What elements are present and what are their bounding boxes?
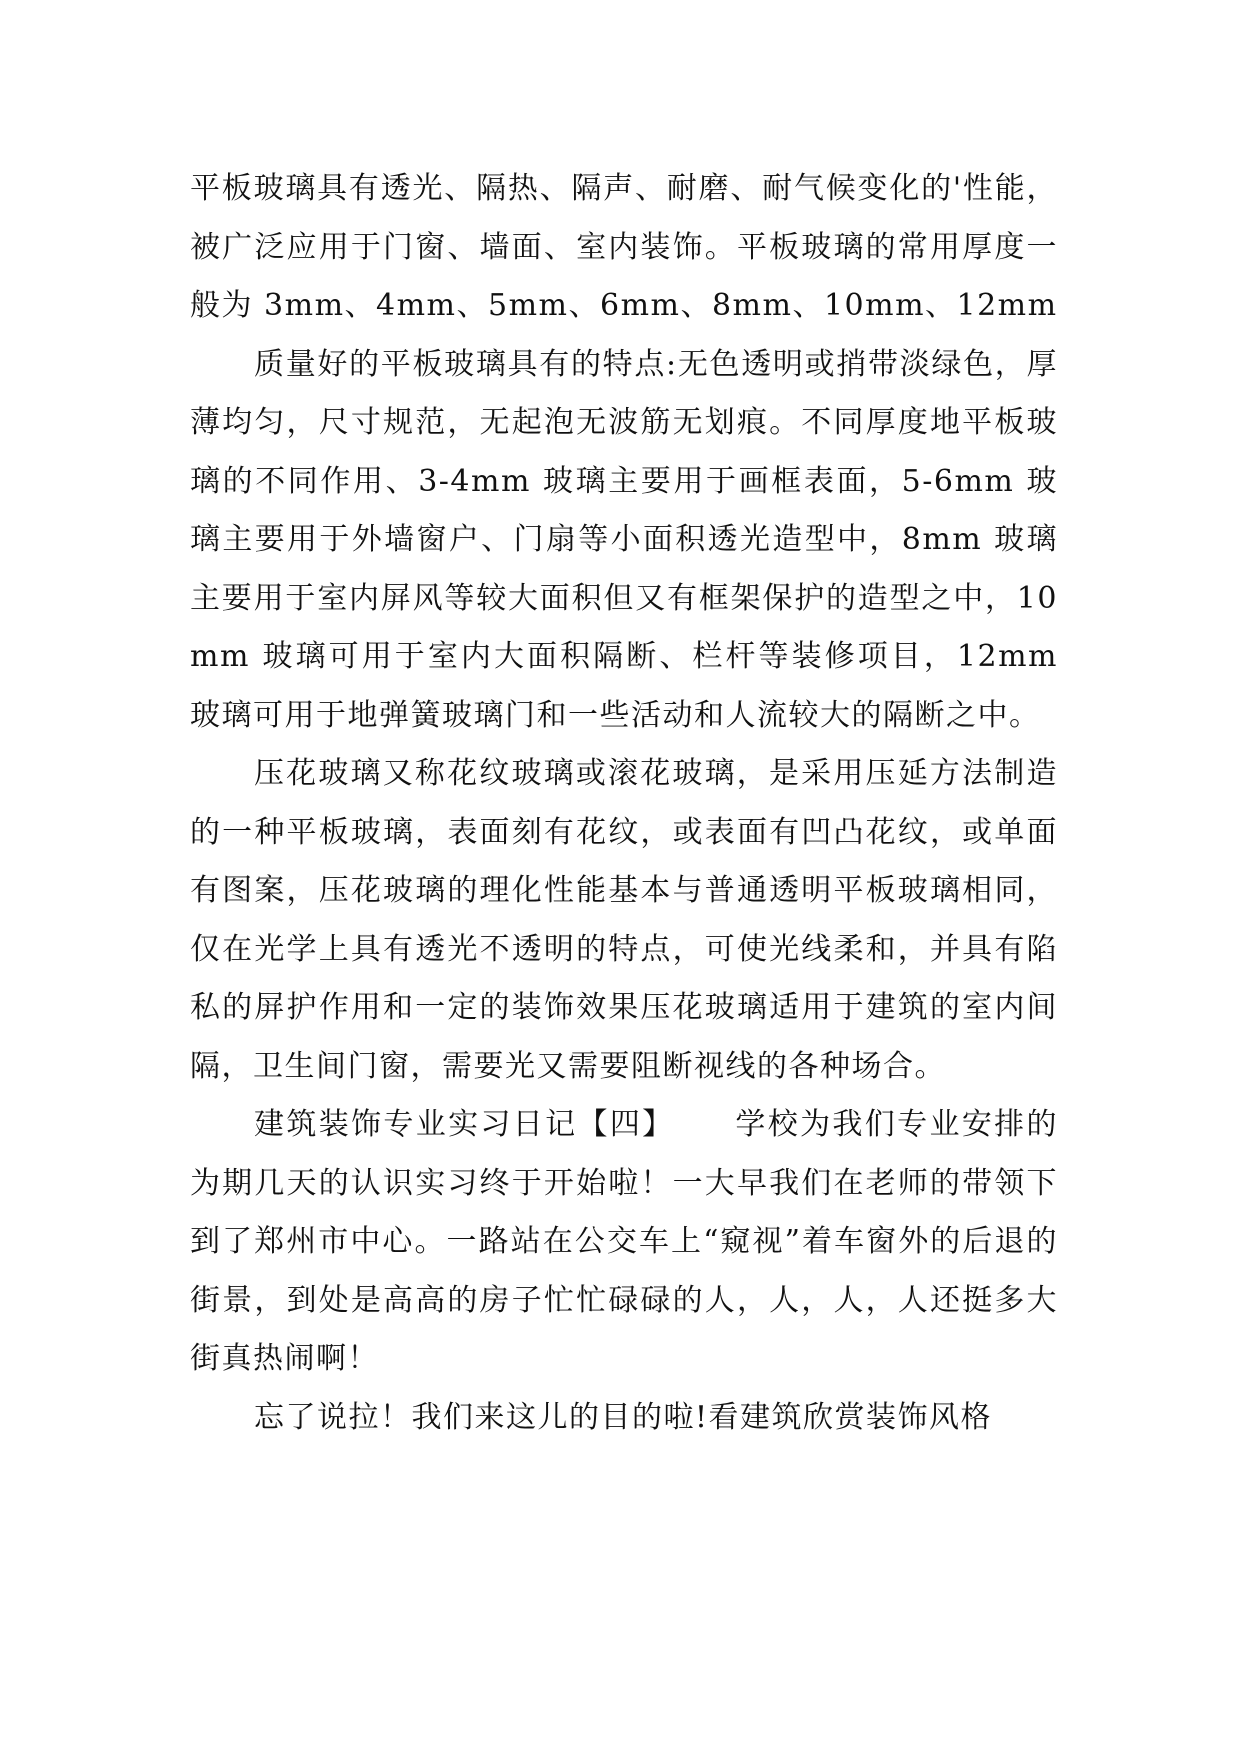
document-body	[190, 160, 1058, 1447]
paragraph-internship-diary	[190, 1096, 1058, 1389]
paragraph-flat-glass-properties: 平板玻璃具有透光、隔热、隔声、耐磨、耐气候变化的'性能，被广泛应用于门窗、墙面、室内装饰。平板玻璃的常用厚度一般为 3mm、4mm、5mm、6mm、8mm、10mm、12mm	[190, 171, 1058, 323]
paragraph-patterned-glass: 压花玻璃又称花纹玻璃或滚花玻璃，是采用压延方法制造的一种平板玻璃，表面刻有花纹，或表面有凹凸花纹，或单面有图案，压花玻璃的理化性能基本与普通透明平板玻璃相同，仅在光学上具有透光不透明的特点，可使光线柔和，并具有陷私的屏护作用和一定的装饰效果压花玻璃适用于建筑的室内间隔，卫生间门窗，需要光又需要阻断视线的各种场合。	[190, 756, 1058, 1084]
paragraph-purpose: 忘了说拉！我们来这儿的目的啦!看建筑欣赏装饰风格	[254, 1399, 993, 1435]
diary-text: 学校为我们专业安排的为期几天的认识实习终于开始啦！一大早我们在老师的带领下到了郑州市中心。一路站在公交车上“窥视”着车窗外的后退的街景，到处是高高的房子忙忙碌碌的人，人，人，人还挺多大街真热闹啊！	[190, 1107, 1059, 1376]
diary-heading: 建筑装饰专业实习日记【四】	[254, 1107, 675, 1142]
paragraph-flat-glass-quality: 质量好的平板玻璃具有的特点:无色透明或捎带淡绿色，厚薄均匀，尺寸规范，无起泡无波筋无划痕。不同厚度地平板玻璃的不同作用、3-4mm 玻璃主要用于画框表面，5-6mm 玻璃主要用于外墙窗户、门扇等小面积透光造型中，8mm 玻璃主要用于室内屏风等较大面积但又有框架保护的造型之中，10mm 玻璃可用于室内大面积隔断、栏杆等装修项目，12mm 玻璃可用于地弹簧玻璃门和一些活动和人流较大的隔断之中。	[190, 346, 1058, 733]
